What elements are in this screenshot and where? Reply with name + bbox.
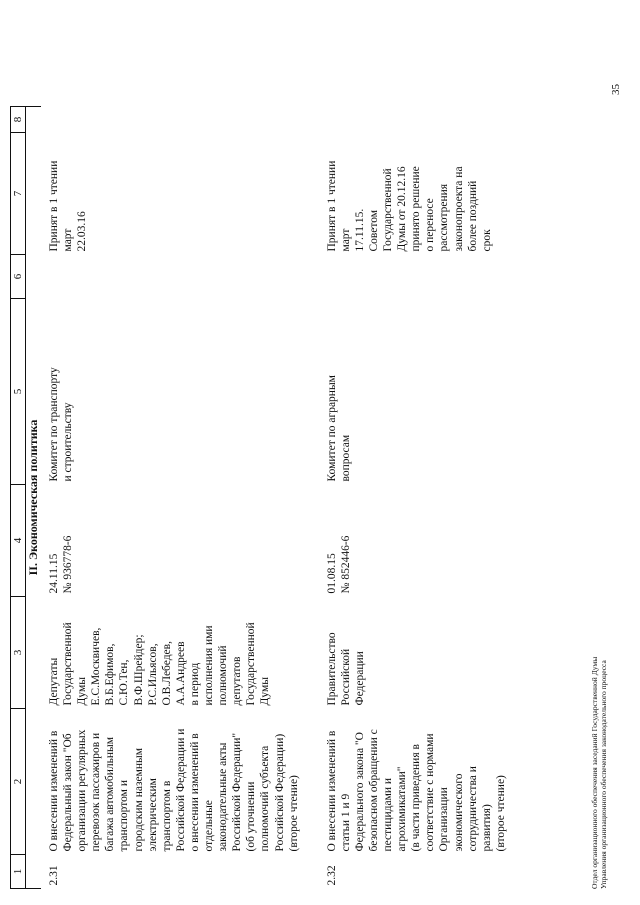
bill-title: О внесении изменений в статьи 1 и 9 Федерального закона "О безопасном обращении с пестицидами и агрохимикатами" (в части приведения в соответствие с нормами Организации экономического сотрудничества и развития) (второе чтение) — [325, 729, 507, 852]
row-number: 2.31 — [48, 865, 60, 886]
table-row — [319, 107, 526, 889]
bill-status: Принят в 1 чтении март 17.11.15. Советом Государственной Думы от 20.12.16 принято решение о переносе рассмотрения законопроекта на более поздний срок — [325, 160, 493, 252]
bill-committee: Комитет по аграрным вопросам — [325, 375, 352, 482]
column-header: 8 — [11, 107, 26, 133]
page-footer — [590, 657, 608, 889]
column-header: 1 — [11, 855, 26, 889]
row-number: 2.32 — [325, 865, 338, 886]
column-header: 7 — [11, 133, 26, 255]
bill-date-number: 24.11.15 № 936778-6 — [48, 535, 75, 594]
table-row — [41, 107, 319, 889]
bill-col8 — [41, 107, 319, 133]
bill-col6 — [319, 255, 526, 299]
bill-initiator: Правительство Российской Федерации — [325, 632, 366, 706]
column-header: 3 — [11, 597, 26, 709]
bill-col8 — [319, 107, 526, 133]
footer-line: Управления организационного обеспечения законодательного процесса — [599, 660, 608, 889]
bill-initiator: Депутаты Государственной Думы Е.С.Москвичев, В.Б.Ефимов, С.Ю.Тен, В.Ф.Шрейдер; Р.С.Ильясов, О.В.Лебедев, А.А.Андреев в период исполнения ими полномочий депутатов Государственной Думы — [48, 622, 272, 706]
table-header-row — [11, 107, 26, 889]
rotated-document — [10, 15, 630, 895]
schedule-table — [10, 106, 526, 889]
bill-status: Принят в 1 чтении март 22.03.16 — [48, 160, 89, 252]
footer-line: Отдел организационного обеспечения заседаний Государственной Думы — [590, 656, 599, 889]
column-header: 6 — [11, 255, 26, 299]
column-header: 4 — [11, 485, 26, 597]
bill-title: О внесении изменений в Федеральный закон "Об организации регулярных перевозок пассажиров и багажа автомобильным транспортом и городским наземным электрическим транспортом в Российской Федерации и о внесении изменений в отдельные законодательные акты Российской Федерации" (об уточнении полномочий субъекта Российской Федерации) (второе чтение) — [48, 728, 300, 852]
bill-date-number: 01.08.15 № 852446-6 — [325, 535, 352, 594]
column-header: 2 — [11, 709, 26, 855]
column-header: 5 — [11, 299, 26, 485]
page-number: 35 — [610, 84, 622, 95]
bill-committee: Комитет по транспорту и строительству — [48, 367, 75, 482]
bill-col6 — [41, 255, 319, 299]
section-row — [26, 107, 42, 889]
section-title: II. Экономическая политика — [26, 107, 42, 889]
